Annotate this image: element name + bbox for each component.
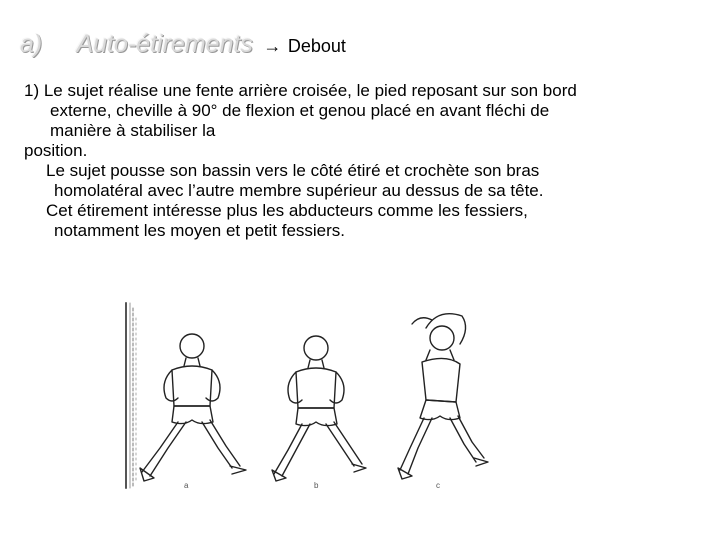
slide-title — [20, 30, 346, 70]
arrow-right-icon: → — [263, 36, 282, 56]
title-label: a) — [20, 30, 43, 58]
title-subtitle: Debout — [287, 36, 346, 56]
text-line: Le sujet pousse son bassin vers le côté étiré et crochète son bras — [46, 161, 540, 180]
figure-a — [140, 334, 246, 481]
text-line: externe, cheville à 90° de flexion et genou placé en avant fléchi de — [50, 101, 550, 120]
text-line: 1) Le sujet réalise une fente arrière croisée, le pied reposant sur son bord — [24, 81, 577, 100]
text-line: notamment les moyen et petit fessiers. — [54, 221, 346, 240]
figure-b — [272, 336, 366, 481]
figure-label-a: a — [184, 481, 189, 490]
stretch-illustration — [120, 298, 500, 498]
figure-label-c: c — [436, 481, 440, 490]
text-line: position. — [24, 141, 88, 160]
text-line: Cet étirement intéresse plus les abducteurs comme les fessiers, — [46, 201, 528, 220]
title-main: Auto-étirements — [76, 30, 253, 58]
text-line: manière à stabiliser la — [50, 121, 216, 140]
body-text — [24, 81, 704, 241]
text-line: homolatéral avec l’autre membre supérieur au dessus de sa tête. — [54, 181, 544, 200]
figure-label-b: b — [314, 481, 319, 490]
wall-hatching — [126, 303, 136, 488]
figure-c — [398, 314, 488, 479]
